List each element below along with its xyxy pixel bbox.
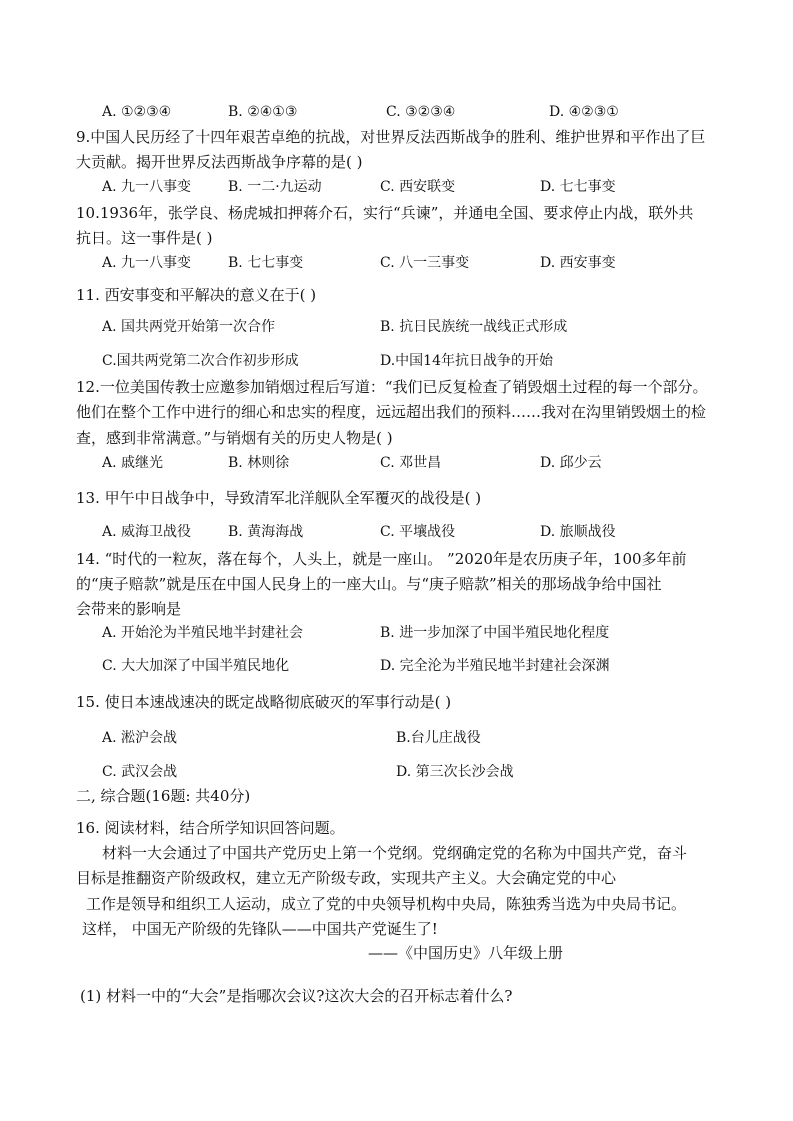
q15-stem: 15. 使日本速战速决的既定战略彻底破灭的军事行动是( ) (76, 693, 452, 711)
q10-option-a: A. 九一八事变 (102, 255, 192, 271)
q9-option-d: D. 七七事变 (540, 179, 616, 195)
q9-option-c: C. 西安联变 (380, 179, 456, 195)
q15-option-d: D. 第三次长沙会战 (396, 764, 514, 780)
q9-stem-line1: 9.中国人民历经了十四年艰苦卓绝的抗战，对世界反法西斯战争的胜利、维护世界和平作出了巨 (76, 128, 706, 146)
q8-option-c: C. ③②③④ (386, 104, 456, 120)
q15-option-b: B.台儿庄战役 (396, 730, 481, 746)
q10-stem-line1: 10.1936年，张学良、杨虎城扣押蒋介石，实行“兵谏”，并通电全国、要求停止内战，联外共 (76, 204, 694, 222)
q12-option-b: B. 林则徐 (228, 455, 290, 471)
q16-material-line3: 工作是领导和组织工人运动，成立了党的中央领导机构中央局，陈独秀当选为中央局书记。 (86, 895, 687, 913)
q12-option-d: D. 邱少云 (540, 455, 602, 471)
q13-option-b: B. 黄海海战 (228, 524, 304, 540)
q8-option-b: B. ②④①③ (228, 104, 298, 120)
q14-stem-line1: 14. “时代的一粒灰，落在每个，人头上，就是一座山。 ”2020年是农历庚子年，100多年前 (76, 550, 687, 568)
q11-option-b: B. 抗日民族统一战线正式形成 (380, 319, 568, 335)
q15-option-a: A. 淞沪会战 (102, 730, 178, 746)
q16-stem: 16. 阅读材料，结合所学知识回答问题。 (76, 819, 345, 837)
q14-option-a: A. 开始沦为半殖民地半封建社会 (102, 625, 304, 641)
q14-stem-line3: 会带来的影响是 (76, 600, 182, 618)
q8-option-d: D. ④②③① (549, 104, 619, 120)
q10-option-b: B. 七七事变 (228, 255, 304, 271)
q14-stem-line2: 的“庚子赔款”就是压在中国人民身上的一座大山。与“庚子赔款”相关的那场战争给中国社 (76, 575, 662, 593)
q11-stem: 11. 西安事变和平解决的意义在于( ) (76, 286, 317, 304)
q12-stem-line3: 查，感到非常满意。”与销烟有关的历史人物是( ) (76, 429, 393, 447)
q8-option-a: A. ①②③④ (102, 104, 172, 120)
q16-source: ——《中国历史》八年级上册 (368, 944, 564, 962)
q11-option-a: A. 国共两党开始第一次合作 (102, 319, 276, 335)
q16-material-line2: 目标是推翻资产阶级政权，建立无产阶级专政，实现共产主义。大会确定党的中心 (76, 869, 617, 887)
q15-option-c: C. 武汉会战 (102, 764, 178, 780)
q10-option-c: C. 八一三事变 (380, 255, 470, 271)
q12-option-c: C. 邓世昌 (380, 455, 442, 471)
q9-stem-line2: 大贡献。揭开世界反法西斯战争序幕的是( ) (76, 153, 363, 171)
q16-subquestion-1: (1) 材料一中的“大会”是指哪次会议?这次大会的召开标志着什么? (80, 987, 513, 1005)
q13-option-a: A. 威海卫战役 (102, 524, 192, 540)
q10-option-d: D. 西安事变 (540, 255, 616, 271)
q9-option-b: B. 一二·九运动 (228, 179, 322, 195)
q14-option-d: D. 完全沦为半殖民地半封建社会深渊 (380, 658, 610, 674)
q13-stem: 13. 甲午中日战争中，导致清军北洋舰队全军覆灭的战役是( ) (76, 489, 482, 507)
q13-option-c: C. 平壤战役 (380, 524, 456, 540)
q12-stem-line2: 他们在整个工作中进行的细心和忠实的程度，远远超出我们的预料……我对在沟里销毁烟土的检 (76, 403, 707, 421)
q11-option-c: C.国共两党第二次合作初步形成 (102, 353, 299, 369)
q12-stem-line1: 12.一位美国传教士应邀参加销烟过程后写道：“我们已反复检查了销毁烟土过程的每一个部分。 (76, 378, 708, 396)
q14-option-b: B. 进一步加深了中国半殖民地化程度 (380, 625, 610, 641)
q13-option-d: D. 旅顺战役 (540, 524, 616, 540)
q9-option-a: A. 九一八事变 (102, 179, 192, 195)
q10-stem-line2: 抗日。这一事件是( ) (76, 229, 213, 247)
q11-option-d: D.中国14年抗日战争的开始 (380, 353, 553, 369)
q16-material-line1: 材料一大会通过了中国共产党历史上第一个党纲。党纲确定党的名称为中国共产党，奋斗 (102, 844, 688, 862)
q16-material-line4: 这样， 中国无产阶级的先锋队——中国共产党诞生了! (82, 920, 438, 938)
section-2-title: 二, 综合题(16题: 共40分) (76, 787, 251, 805)
q14-option-c: C. 大大加深了中国半殖民地化 (102, 658, 290, 674)
q12-option-a: A. 戚继光 (102, 455, 164, 471)
